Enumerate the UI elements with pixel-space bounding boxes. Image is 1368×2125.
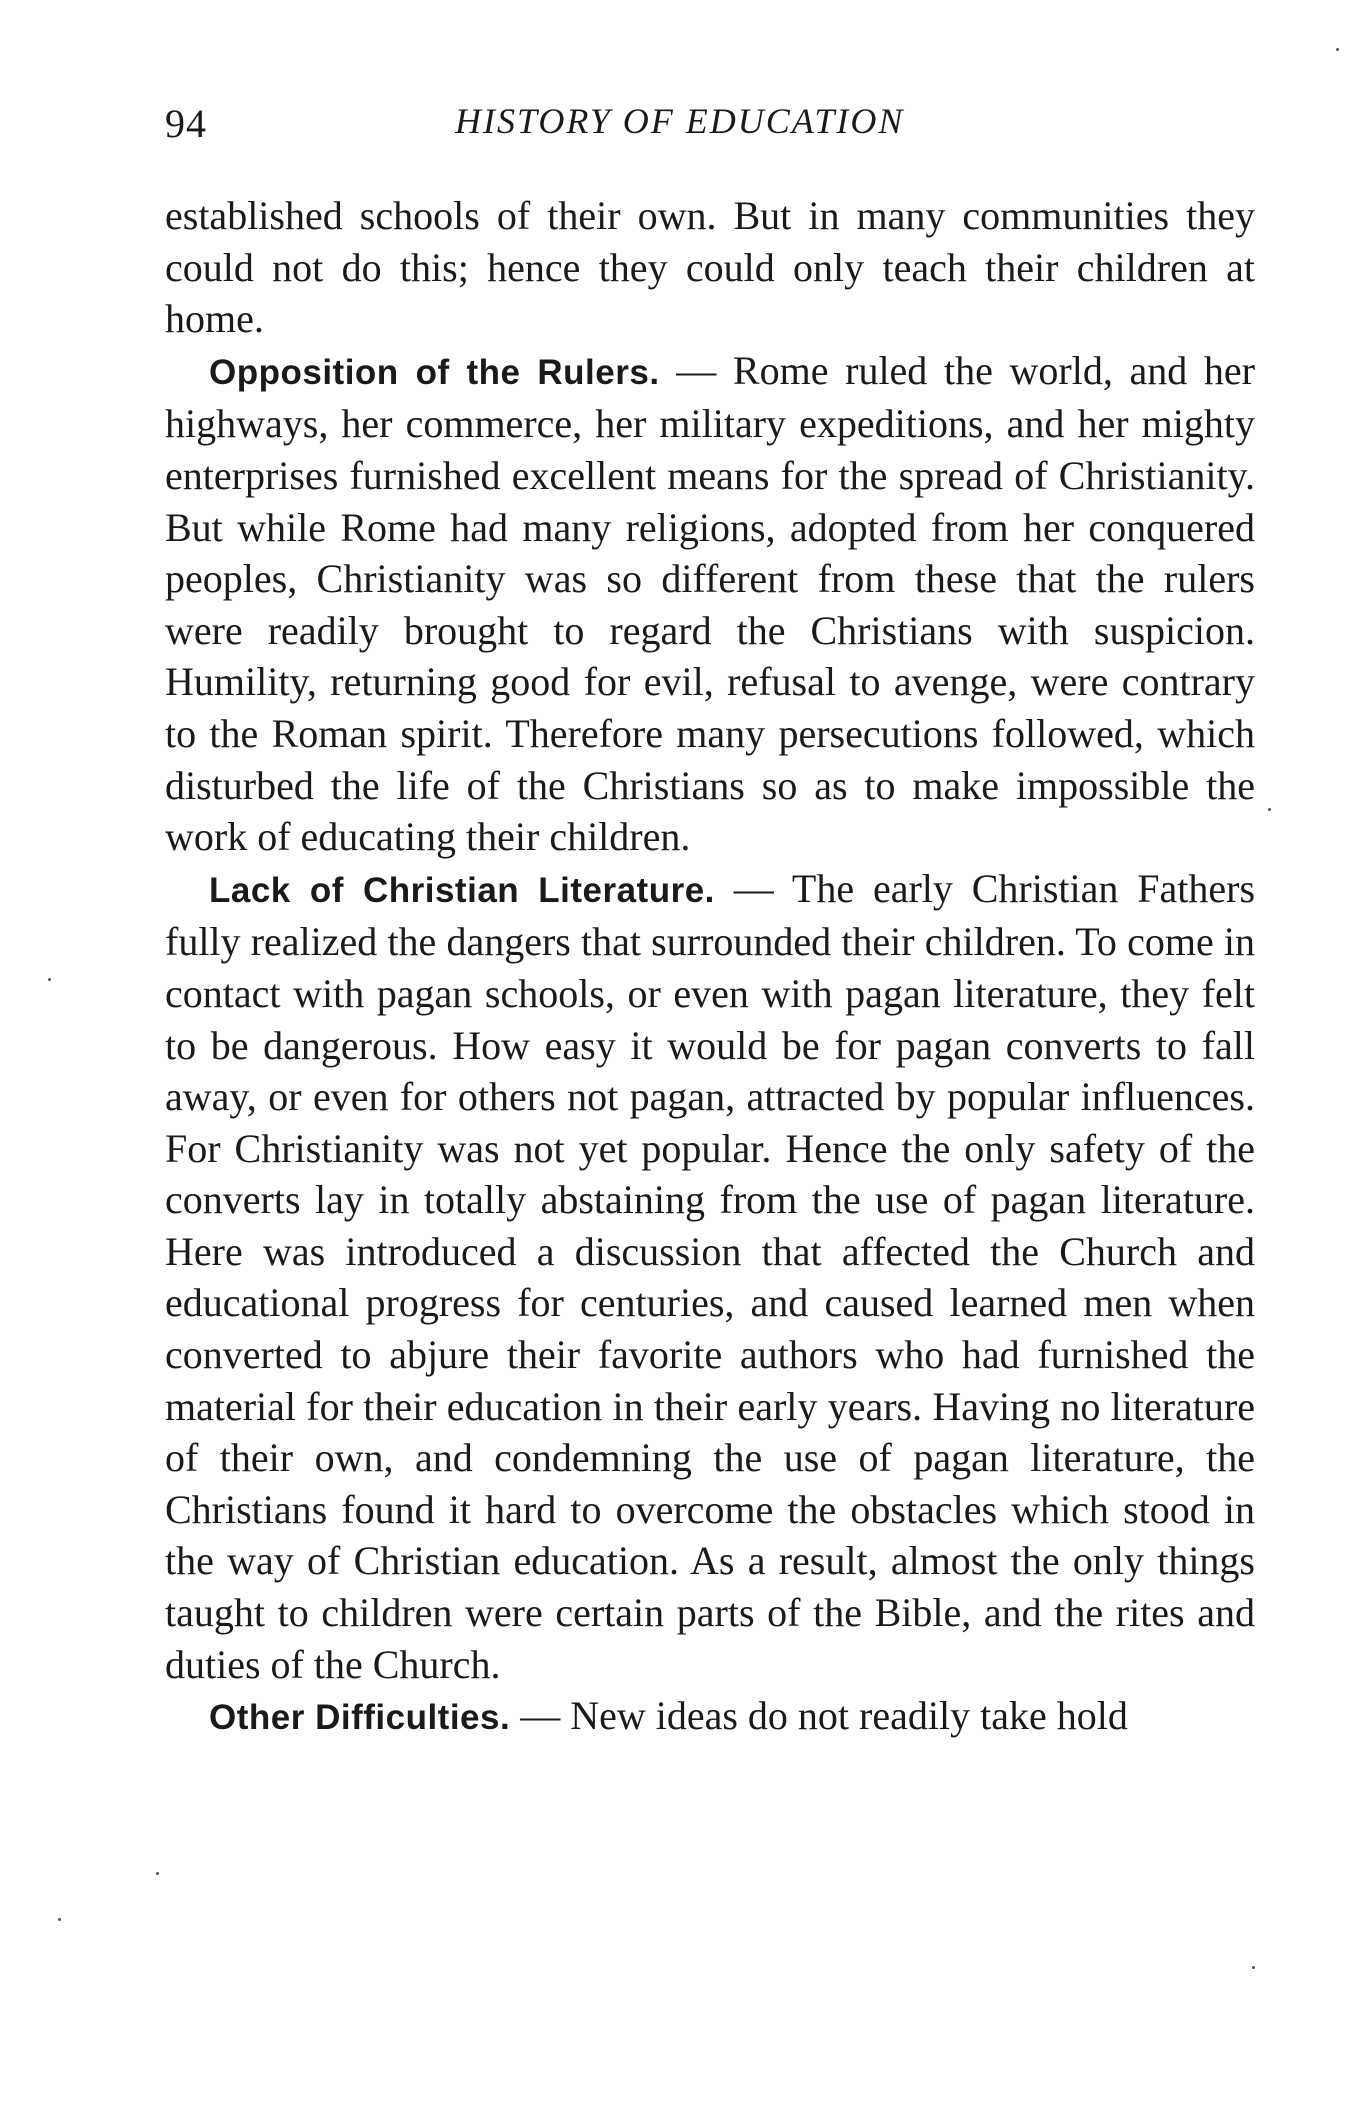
heading-dash: — [510,1693,571,1739]
paragraph-continued: established schools of their own. But in many communities they could not do this; hence they could only teach their children at home. [165,193,1255,342]
section-heading-lack-of-literature: Lack of Christian Literature. [209,870,715,910]
body-text [165,190,1255,1744]
scan-speck [1336,48,1339,51]
paragraph-text: New ideas do not readily take hold [570,1693,1128,1739]
heading-dash: — [714,865,792,911]
running-head [165,100,1255,150]
paragraph-lack-of-literature [165,863,1255,1691]
running-title: HISTORY OF EDUCATION [455,101,905,141]
paragraph-text: The early Christian Fathers fully realized the dangers that surrounded their children. To come in contact with pagan schools, or even with pagan literature, they felt to be dangerous. How easy it would be for pagan converts to fall away, or even for others not pagan, attracted by popular influences. For Christianity was not yet popular. Hence the only safety of the converts lay in totally abstaining from the use of pagan literature. Here was introduced a discussion that affected the Church and educational progress for centuries, and caused learned men when converted to abjure their favorite authors who had furnished the material for their education in their early years. Having no literature of their own, and condemning the use of pagan literature, the Christians found it hard to overcome the obstacles which stood in the way of Christian education. As a result, almost the only things taught to children were certain parts of the Bible, and the rites and duties of the Church. [165,865,1256,1687]
paragraph-opposition-of-rulers [165,345,1255,863]
scan-speck [1268,808,1271,811]
scan-speck [48,978,51,981]
scan-speck [1252,1966,1255,1969]
section-heading-opposition: Opposition of the Rulers. [209,352,660,392]
section-heading-other-difficulties: Other Difficulties. [209,1698,511,1738]
paragraph-text: Rome ruled the world, and her highways, her commerce, her military expeditions, and her mighty enterprises furnished excellent means for the spread of Christianity. But while Rome had many religions, adopted from her conquered peoples, Christianity was so different from these that the rulers were readily brought to regard the Christians with suspicion. Humility, returning good for evil, refusal to avenge, were contrary to the Roman spirit. Therefore many persecutions followed, which disturbed the life of the Christians so as to make impossible the work of educating their children. [165,347,1255,860]
scan-speck [58,1918,61,1921]
page-number: 94 [165,101,207,146]
paragraph-other-difficulties [165,1690,1255,1744]
scan-speck [156,1872,159,1875]
heading-dash: — [659,347,733,393]
